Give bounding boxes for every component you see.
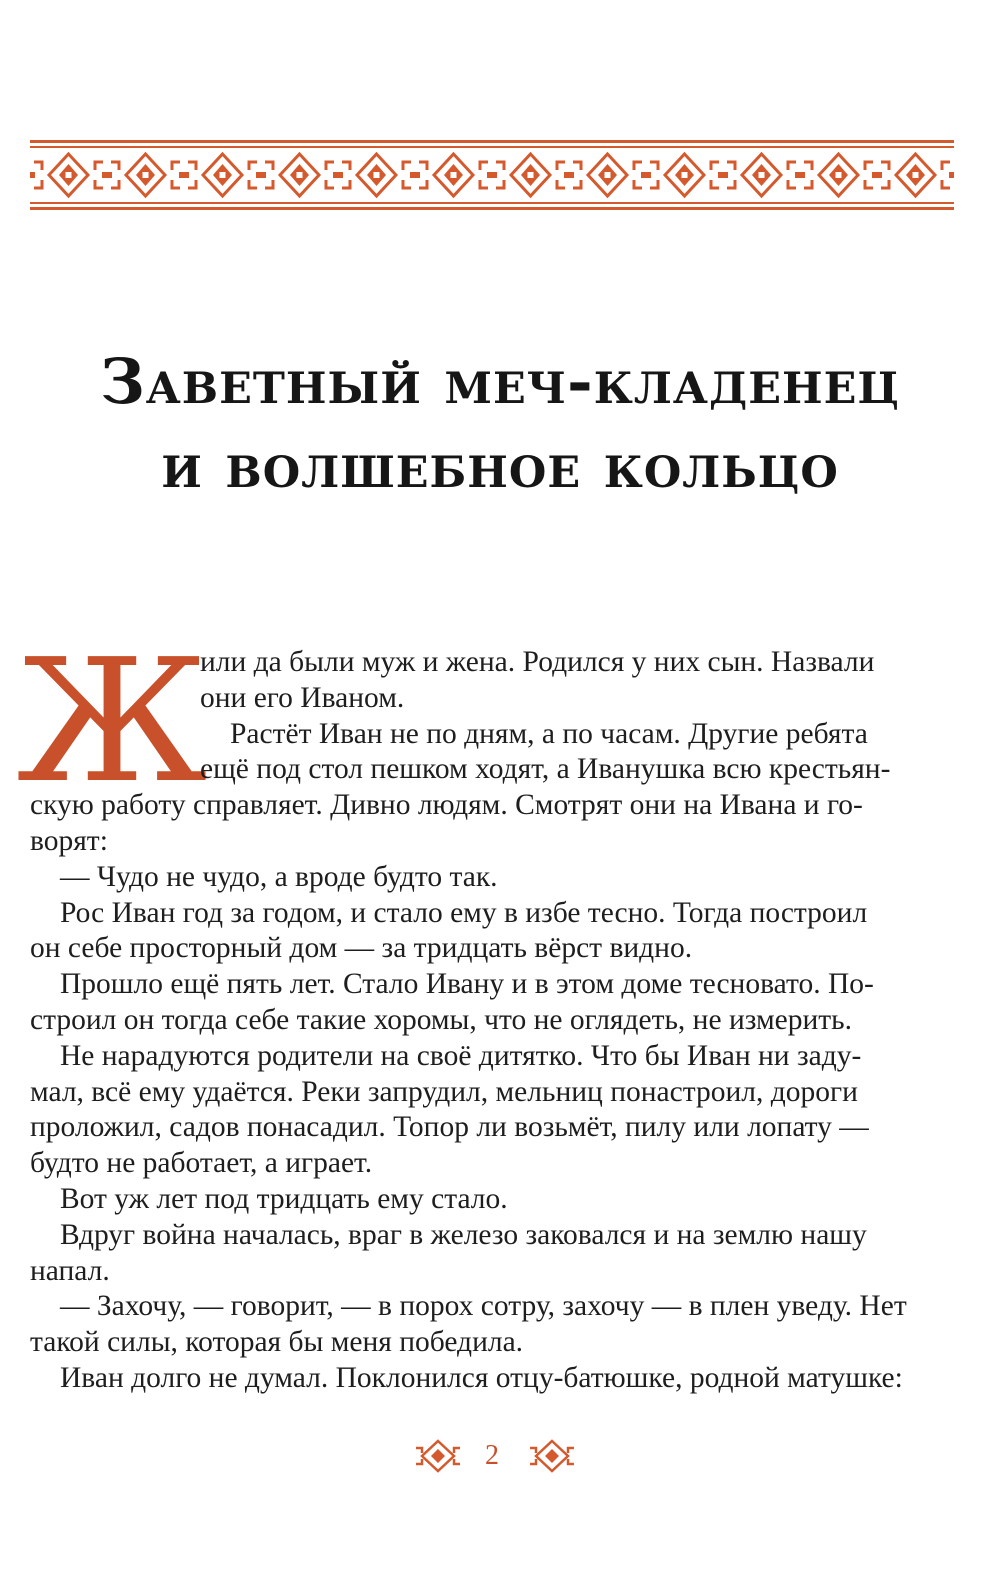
- story-title-line-1: Заветный меч-кладенец: [100, 345, 900, 418]
- text-line: — Захочу, — говорит, — в порох сотру, захочу — в плен уведу. Нет: [60, 1290, 907, 1323]
- story-title-line-2: и волшебное кольцо: [161, 429, 839, 502]
- ornamental-border-top: [30, 140, 954, 210]
- folk-pattern-icon: [30, 140, 954, 210]
- text-line: Растёт Иван не по дням, а по часам. Другие ребята: [230, 717, 868, 750]
- text-line: скую работу справляет. Дивно людям. Смотрят они на Ивана и го-: [30, 789, 863, 822]
- text-line: строил он тогда себе такие хоромы, что не оглядеть, не измерить.: [30, 1003, 852, 1036]
- text-line: будто не работает, а играет.: [30, 1147, 373, 1180]
- text-line: такой силы, которая бы меня победила.: [30, 1326, 524, 1359]
- text-line: напал.: [30, 1254, 110, 1287]
- page-number: 2: [485, 1440, 499, 1471]
- text-line: ещё под стол пешком ходят, а Иванушка всю крестьян-: [200, 753, 891, 786]
- text-line: они его Иваном.: [200, 681, 405, 714]
- story-title: [0, 340, 1000, 508]
- text-line: — Чудо не чудо, а вроде будто так.: [60, 860, 498, 893]
- text-line: проложил, садов понасадил. Топор ли возьмёт, пилу или лопату —: [30, 1111, 869, 1144]
- folio-ornament-left-icon: [414, 1438, 462, 1474]
- text-line: или да были муж и жена. Родился у них сын. Назвали: [200, 646, 875, 678]
- text-line: Иван долго не думал. Поклонился отцу-батюшке, родной матушке:: [60, 1361, 903, 1394]
- text-line: он себе просторный дом — за тридцать вёрст видно.: [30, 932, 693, 965]
- page-footer: [0, 1432, 1000, 1482]
- story-body: [30, 645, 960, 1397]
- text-line: Не нарадуются родители на своё дитятко. Что бы Иван ни заду-: [60, 1039, 862, 1072]
- text-line: ворят:: [30, 824, 108, 857]
- text-line: мал, всё ему удаётся. Реки запрудил, мельниц понастроил, дороги: [30, 1075, 858, 1108]
- drop-cap-letter: Ж: [16, 623, 208, 821]
- text-line: Вот уж лет под тридцать ему стало.: [60, 1182, 508, 1215]
- text-line: Прошло ещё пять лет. Стало Ивану и в этом доме тесновато. По-: [60, 968, 874, 1001]
- text-line: Рос Иван год за годом, и стало ему в избе тесно. Тогда построил: [60, 896, 868, 929]
- folio-ornament-right-icon: [528, 1438, 576, 1474]
- text-line: Вдруг война началась, враг в железо заковался и на землю нашу: [60, 1218, 867, 1251]
